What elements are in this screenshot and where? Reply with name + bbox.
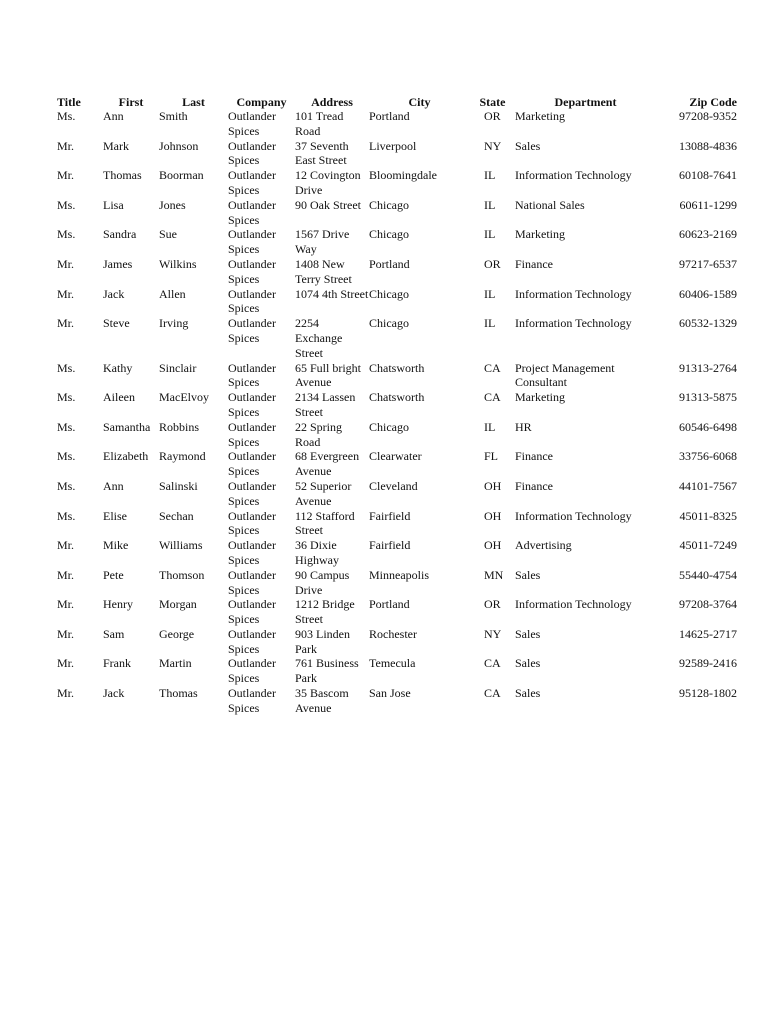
cell-company: Outlander Spices [228, 508, 276, 538]
table-row [57, 627, 737, 657]
cell-address: 35 Bascom Avenue [295, 686, 349, 715]
cell-first: Jack [103, 286, 125, 301]
cell-department: Sales [515, 138, 541, 153]
cell-first: Ann [103, 109, 124, 123]
cell-city: Portland [369, 109, 410, 123]
header-zip: Zip Code [689, 95, 737, 109]
cell-company: Outlander Spices [228, 478, 276, 508]
cell-company: Outlander Spices [228, 626, 276, 656]
cell-zip: 60611-1299 [679, 197, 737, 212]
cell-zip: 45011-8325 [679, 508, 737, 523]
table-row [57, 198, 737, 228]
table-body [57, 109, 737, 716]
cell-department: Marketing [515, 109, 565, 123]
cell-zip: 97217-6537 [679, 256, 737, 271]
cell-address: 1567 Drive Way [295, 227, 350, 257]
cell-zip: 60546-6498 [679, 419, 737, 434]
cell-city: Chicago [369, 286, 409, 301]
cell-zip: 13088-4836 [679, 138, 737, 153]
cell-department: HR [515, 419, 532, 434]
cell-title: Mr. [57, 567, 75, 582]
header-row [57, 94, 737, 109]
table-row [57, 597, 737, 627]
cell-title: Ms. [57, 390, 76, 405]
cell-city: Chicago [369, 316, 409, 331]
cell-first: Ann [103, 478, 124, 493]
cell-city: Chicago [369, 227, 409, 242]
cell-state: IL [484, 316, 496, 331]
cell-first: Jack [103, 686, 125, 701]
cell-title: Mr. [57, 686, 75, 701]
cell-title: Ms. [57, 197, 76, 212]
cell-department: Finance [515, 449, 553, 464]
header-city: City [408, 95, 431, 109]
cell-department: Marketing [515, 390, 565, 405]
cell-first: Pete [103, 567, 124, 582]
cell-state: IL [484, 227, 496, 242]
cell-city: Chicago [369, 197, 409, 212]
cell-company: Outlander Spices [228, 597, 276, 627]
cell-address: 52 Superior Avenue [295, 478, 352, 508]
table-row [57, 361, 737, 391]
cell-title: Mr. [57, 656, 75, 671]
cell-state: CA [484, 390, 501, 405]
cell-title: Ms. [57, 227, 76, 242]
cell-city: Bloomingdale [369, 168, 437, 183]
cell-state: OR [484, 256, 501, 271]
cell-company: Outlander Spices [228, 227, 276, 257]
cell-last: Boorman [159, 168, 204, 183]
cell-last: Morgan [159, 597, 197, 612]
table-row [57, 257, 737, 287]
cell-state: CA [484, 360, 501, 375]
cell-department: Sales [515, 626, 541, 641]
cell-state: OH [484, 478, 502, 493]
cell-first: Sandra [103, 227, 137, 242]
cell-state: OH [484, 508, 502, 523]
cell-company: Outlander Spices [228, 168, 276, 197]
cell-first: Mark [103, 138, 129, 153]
cell-department: Information Technology [515, 316, 632, 331]
cell-address: 12 Covington Drive [295, 168, 361, 197]
cell-city: Chatsworth [369, 360, 425, 375]
cell-title: Ms. [57, 109, 76, 123]
cell-department: Sales [515, 686, 541, 701]
cell-department: Sales [515, 567, 541, 582]
cell-first: Elizabeth [103, 449, 149, 464]
cell-address: 68 Evergreen Avenue [295, 449, 360, 479]
cell-title: Mr. [57, 256, 75, 271]
contact-sheet [57, 94, 747, 716]
cell-state: NY [484, 138, 502, 153]
cell-company: Outlander Spices [228, 390, 276, 419]
cell-address: 2134 Lassen Street [295, 390, 356, 419]
table-row [57, 656, 737, 686]
cell-title: Mr. [57, 138, 75, 153]
cell-zip: 33756-6068 [679, 449, 737, 464]
cell-title: Ms. [57, 360, 76, 375]
cell-zip: 44101-7567 [679, 478, 737, 493]
cell-department: Information Technology [515, 286, 632, 301]
cell-address: 37 Seventh East Street [295, 138, 349, 168]
cell-state: OH [484, 538, 502, 553]
header-state: State [479, 95, 506, 109]
cell-first: Elise [103, 508, 127, 523]
cell-zip: 55440-4754 [679, 567, 737, 582]
cell-company: Outlander Spices [228, 360, 276, 390]
cell-state: MN [484, 567, 504, 582]
cell-zip: 45011-7249 [679, 538, 737, 553]
cell-company: Outlander Spices [228, 316, 276, 345]
cell-department: Information Technology [515, 508, 632, 523]
cell-first: Lisa [103, 197, 124, 212]
header-title: Title [57, 95, 81, 109]
cell-last: Jones [159, 197, 186, 212]
cell-company: Outlander Spices [228, 656, 276, 686]
table-row [57, 316, 737, 360]
cell-city: Minneapolis [369, 567, 429, 582]
cell-title: Mr. [57, 597, 75, 612]
cell-title: Mr. [57, 168, 75, 183]
cell-first: Thomas [103, 168, 142, 183]
header-department: Department [554, 95, 617, 109]
cell-title: Mr. [57, 316, 75, 331]
cell-address: 761 Business Park [295, 656, 359, 686]
cell-title: Mr. [57, 538, 75, 553]
cell-title: Mr. [57, 286, 75, 301]
cell-state: NY [484, 626, 502, 641]
cell-zip: 60623-2169 [679, 227, 737, 242]
cell-department: Advertising [515, 538, 572, 553]
cell-department: Finance [515, 478, 553, 493]
cell-company: Outlander Spices [228, 686, 276, 715]
cell-address: 1408 New Terry Street [295, 256, 352, 286]
cell-state: IL [484, 286, 496, 301]
cell-zip: 97208-3764 [679, 597, 737, 612]
table-row [57, 509, 737, 539]
table-row [57, 287, 737, 317]
cell-last: Thomson [159, 567, 205, 582]
cell-last: Sinclair [159, 360, 197, 375]
cell-department: Project Management Consultant [515, 360, 615, 390]
cell-state: IL [484, 419, 496, 434]
table-row [57, 479, 737, 509]
header-address: Address [311, 95, 353, 109]
cell-company: Outlander Spices [228, 256, 276, 286]
table-row [57, 420, 737, 450]
cell-city: Portland [369, 597, 410, 612]
table-row [57, 227, 737, 257]
cell-state: IL [484, 197, 496, 212]
cell-state: OR [484, 109, 501, 123]
table-row [57, 568, 737, 598]
cell-title: Mr. [57, 626, 75, 641]
cell-last: Robbins [159, 419, 200, 434]
cell-company: Outlander Spices [228, 286, 276, 316]
cell-last: George [159, 626, 195, 641]
cell-address: 112 Stafford Street [295, 508, 355, 538]
cell-city: Cleveland [369, 478, 418, 493]
cell-title: Ms. [57, 478, 76, 493]
cell-company: Outlander Spices [228, 197, 276, 227]
cell-last: Wilkins [159, 256, 197, 271]
cell-department: Information Technology [515, 597, 632, 612]
cell-first: Samantha [103, 419, 151, 434]
cell-zip: 14625-2717 [679, 626, 737, 641]
header-company: Company [236, 95, 287, 109]
cell-last: Sue [159, 227, 177, 242]
cell-last: Sechan [159, 508, 194, 523]
table-row [57, 538, 737, 568]
cell-first: James [103, 256, 133, 271]
cell-last: Thomas [159, 686, 198, 701]
cell-zip: 97208-9352 [679, 109, 737, 123]
cell-address: 903 Linden Park [295, 626, 350, 656]
cell-company: Outlander Spices [228, 449, 276, 479]
cell-company: Outlander Spices [228, 567, 276, 597]
cell-first: Aileen [103, 390, 135, 405]
cell-address: 1212 Bridge Street [295, 597, 355, 627]
cell-zip: 95128-1802 [679, 686, 737, 701]
cell-address: 2254 Exchange Street [295, 316, 343, 360]
table-row [57, 109, 737, 139]
cell-address: 101 Tread Road [295, 109, 344, 138]
cell-address: 90 Oak Street [295, 197, 361, 212]
cell-city: Liverpool [369, 138, 417, 153]
cell-state: FL [484, 449, 499, 464]
cell-zip: 60406-1589 [679, 286, 737, 301]
cell-title: Ms. [57, 419, 76, 434]
cell-address: 90 Campus Drive [295, 567, 350, 597]
table-row [57, 168, 737, 198]
cell-department: National Sales [515, 197, 585, 212]
cell-city: Fairfield [369, 538, 411, 553]
cell-city: Temecula [369, 656, 416, 671]
cell-company: Outlander Spices [228, 538, 276, 567]
cell-first: Steve [103, 316, 130, 331]
cell-city: San Jose [369, 686, 411, 701]
cell-city: Clearwater [369, 449, 422, 464]
cell-last: Allen [159, 286, 186, 301]
cell-company: Outlander Spices [228, 138, 276, 168]
cell-state: CA [484, 656, 501, 671]
cell-city: Rochester [369, 626, 417, 641]
cell-address: 1074 4th Street [295, 286, 369, 301]
cell-title: Ms. [57, 508, 76, 523]
cell-last: Johnson [159, 138, 199, 153]
cell-zip: 91313-5875 [679, 390, 737, 405]
cell-title: Ms. [57, 449, 76, 464]
cell-last: Raymond [159, 449, 206, 464]
cell-city: Fairfield [369, 508, 411, 523]
cell-department: Information Technology [515, 168, 632, 183]
cell-zip: 60108-7641 [679, 168, 737, 183]
cell-state: OR [484, 597, 501, 612]
cell-zip: 92589-2416 [679, 656, 737, 671]
cell-last: Irving [159, 316, 189, 331]
cell-address: 36 Dixie Highway [295, 538, 339, 567]
cell-state: CA [484, 686, 501, 701]
cell-state: IL [484, 168, 496, 183]
cell-last: MacElvoy [159, 390, 209, 405]
cell-first: Mike [103, 538, 129, 553]
header-first: First [118, 95, 144, 109]
cell-first: Henry [103, 597, 133, 612]
table-row [57, 449, 737, 479]
cell-address: 22 Spring Road [295, 419, 343, 449]
cell-first: Frank [103, 656, 131, 671]
cell-city: Chicago [369, 419, 409, 434]
cell-last: Smith [159, 109, 188, 123]
cell-company: Outlander Spices [228, 419, 276, 449]
cell-department: Sales [515, 656, 541, 671]
cell-first: Sam [103, 626, 125, 641]
cell-last: Salinski [159, 478, 198, 493]
cell-department: Marketing [515, 227, 565, 242]
cell-company: Outlander Spices [228, 109, 276, 138]
table-row [57, 390, 737, 420]
cell-last: Williams [159, 538, 203, 553]
cell-department: Finance [515, 256, 553, 271]
cell-address: 65 Full bright Avenue [295, 360, 362, 390]
table-row [57, 139, 737, 169]
contacts-table [57, 94, 737, 716]
cell-zip: 60532-1329 [679, 316, 737, 331]
header-last: Last [182, 95, 205, 109]
table-row [57, 686, 737, 716]
cell-first: Kathy [103, 360, 133, 375]
cell-zip: 91313-2764 [679, 360, 737, 375]
cell-city: Portland [369, 256, 410, 271]
cell-last: Martin [159, 656, 192, 671]
cell-city: Chatsworth [369, 390, 425, 405]
